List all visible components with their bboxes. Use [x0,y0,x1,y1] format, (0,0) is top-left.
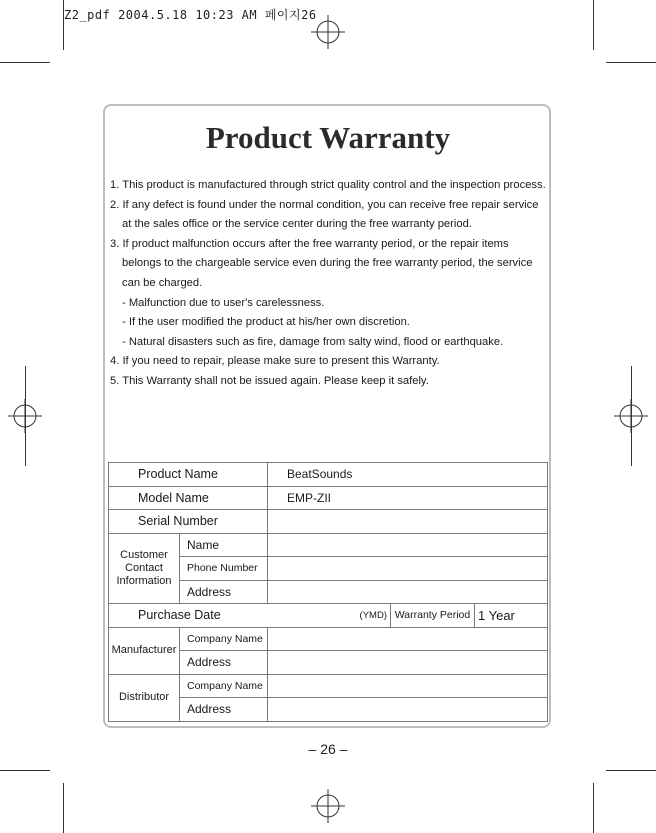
product-name-value: BeatSounds [268,463,548,487]
crop-mark-bottom-left-h [0,770,50,771]
side-mark-left-line [25,366,26,466]
customer-name-field[interactable] [268,533,548,557]
customer-phone-label: Phone Number [180,557,268,581]
manufacturer-group-label: Manufacturer [109,627,180,674]
customer-address-field[interactable] [268,580,548,604]
print-header: Z2_pdf 2004.5.18 10:23 AM 페이지26 [64,8,317,22]
terms-line: 3. If product malfunction occurs after the free warranty period, or the repair items [110,237,509,250]
warranty-info-table [108,462,548,722]
terms-line: - Natural disasters such as fire, damage from salty wind, flood or earthquake. [122,335,504,348]
registration-mark-bottom-icon [311,789,345,823]
serial-number-field[interactable] [268,510,548,534]
manufacturer-company-label: Company Name [180,627,268,651]
manufacturer-address-label: Address [180,651,268,675]
model-name-label: Model Name [109,486,268,510]
distributor-address-field[interactable] [268,698,548,722]
distributor-company-label: Company Name [180,674,268,698]
customer-address-label: Address [180,580,268,604]
terms-line: belongs to the chargeable service even during the free warranty period, the service [122,257,533,270]
warranty-period-label: Warranty Period [391,604,475,628]
terms-line: - If the user modified the product at his/her own discretion. [122,316,410,329]
table-row [109,463,548,487]
purchase-date-ymd[interactable]: (YMD) [268,604,391,628]
manufacturer-company-field[interactable] [268,627,548,651]
distributor-address-label: Address [180,698,268,722]
terms-line: 1. This product is manufactured through strict quality control and the inspection process. [110,179,546,191]
side-mark-right-line [631,366,632,466]
terms-line: 4. If you need to repair, please make sure to present this Warranty. [110,355,440,368]
serial-number-label: Serial Number [109,510,268,534]
terms-line: 5. This Warranty shall not be issued again. Please keep it safely. [110,374,429,387]
crop-mark-bottom-left-v [63,783,64,833]
table-row [109,627,548,651]
crop-mark-top-right-v [593,0,594,50]
warranty-period-value: 1 Year [475,604,548,628]
crop-mark-top-left-v [63,0,64,50]
customer-name-label: Name [180,533,268,557]
table-row [109,533,548,557]
table-row [109,604,548,628]
table-row [109,674,548,698]
page-number: – 26 – [308,741,348,757]
crop-mark-bottom-right-v [593,783,594,833]
terms-line: can be charged. [122,276,203,289]
customer-phone-field[interactable] [268,557,548,581]
crop-mark-top-left-h [0,62,50,63]
product-name-label: Product Name [109,463,268,487]
table-row [109,510,548,534]
distributor-company-field[interactable] [268,674,548,698]
manufacturer-address-field[interactable] [268,651,548,675]
table-row [109,486,548,510]
terms-line: 2. If any defect is found under the normal condition, you can receive free repair service [110,198,539,211]
customer-group-label: Customer Contact Information [109,533,180,604]
terms-line: at the sales office or the service center during the free warranty period. [122,218,472,231]
model-name-value: EMP-ZII [268,486,548,510]
registration-mark-top-icon [311,15,345,49]
distributor-group-label: Distributor [109,674,180,721]
crop-mark-top-right-h [606,62,656,63]
warranty-terms [110,176,550,392]
purchase-date-label: Purchase Date [109,604,268,628]
terms-line: - Malfunction due to user's carelessness. [122,296,325,309]
crop-mark-bottom-right-h [606,770,656,771]
page-title: Product Warranty [205,120,451,155]
